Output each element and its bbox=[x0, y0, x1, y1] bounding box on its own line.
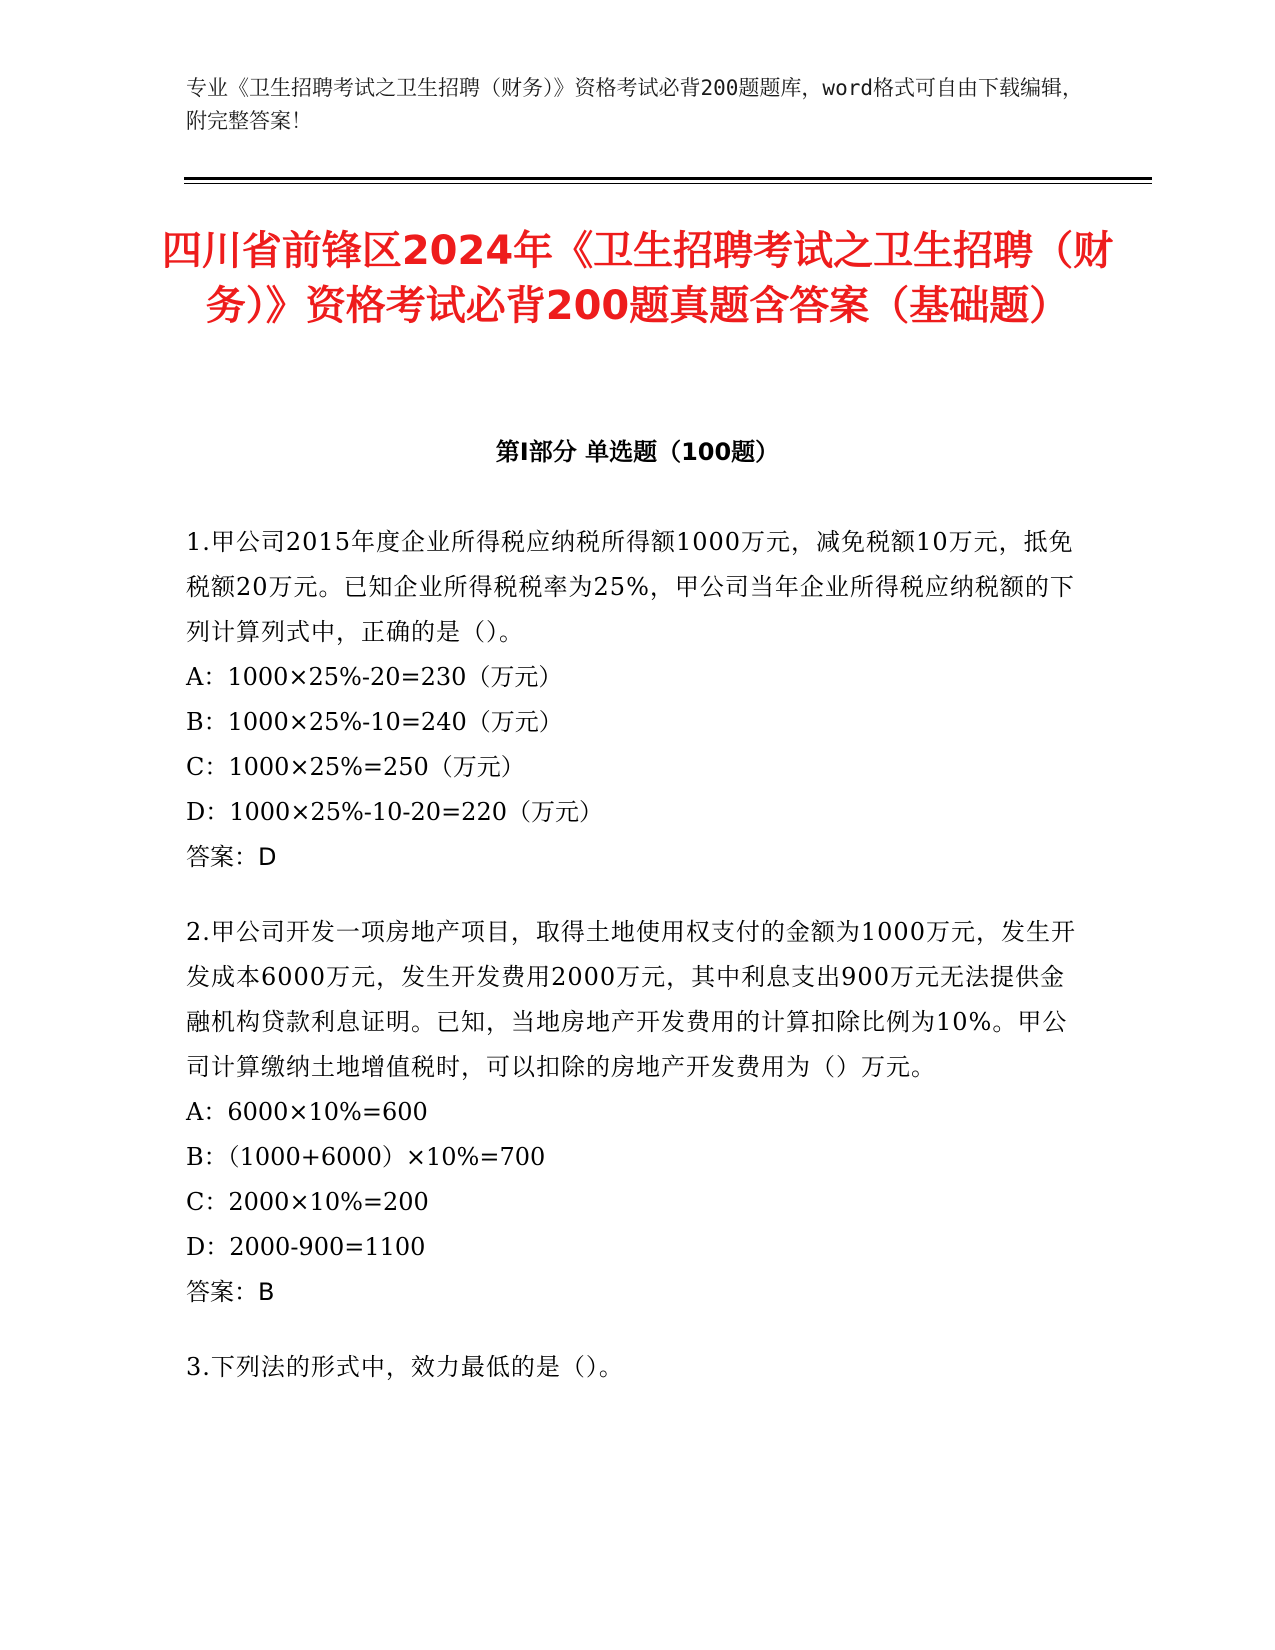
option-b: B：（1000+6000）×10%=700 bbox=[186, 1143, 546, 1171]
question-item bbox=[186, 910, 1086, 1315]
answer-line: 答案：D bbox=[186, 843, 277, 871]
question-item bbox=[186, 520, 1086, 880]
option-c: C：2000×10%=200 bbox=[186, 1188, 429, 1216]
option-a: A：1000×25%-20=230（万元） bbox=[186, 663, 563, 691]
header-divider-thick bbox=[184, 177, 1152, 180]
header-note: 专业《卫生招聘考试之卫生招聘（财务）》资格考试必背200题题库，word格式可自由下载编辑，附完整答案！ bbox=[186, 76, 1083, 133]
option-a: A：6000×10%=600 bbox=[186, 1098, 428, 1126]
question-stem: 2.甲公司开发一项房地产项目，取得土地使用权支付的金额为1000万元，发生开发成本6000万元，发生开发费用2000万元，其中利息支出900万元无法提供金融机构贷款利息证明。已知，当地房地产开发费用的计算扣除比例为10%。甲公司计算缴纳土地增值税时，可以扣除的房地产开发费用为（）万元。 bbox=[186, 918, 1076, 1081]
question-item bbox=[186, 1345, 1086, 1390]
header-divider-thin bbox=[184, 183, 1152, 184]
option-c: C：1000×25%=250（万元） bbox=[186, 753, 525, 781]
option-d: D：1000×25%-10-20=220（万元） bbox=[186, 798, 603, 826]
option-b: B：1000×25%-10=240（万元） bbox=[186, 708, 563, 736]
document-title: 四川省前锋区2024年《卫生招聘考试之卫生招聘（财务）》资格考试必背200题真题含答案（基础题） bbox=[161, 228, 1114, 329]
question-stem: 1.甲公司2015年度企业所得税应纳税所得额1000万元，减免税额10万元，抵免税额20万元。已知企业所得税税率为25%，甲公司当年企业所得税应纳税额的下列计算列式中，正确的是（）。 bbox=[186, 528, 1075, 646]
question-list bbox=[186, 520, 1086, 1420]
section-title: 第Ⅰ部分 单选题（100题） bbox=[495, 438, 780, 466]
question-stem: 3.下列法的形式中，效力最低的是（）。 bbox=[186, 1353, 624, 1381]
answer-line: 答案：B bbox=[186, 1278, 275, 1306]
option-d: D：2000-900=1100 bbox=[186, 1233, 426, 1261]
